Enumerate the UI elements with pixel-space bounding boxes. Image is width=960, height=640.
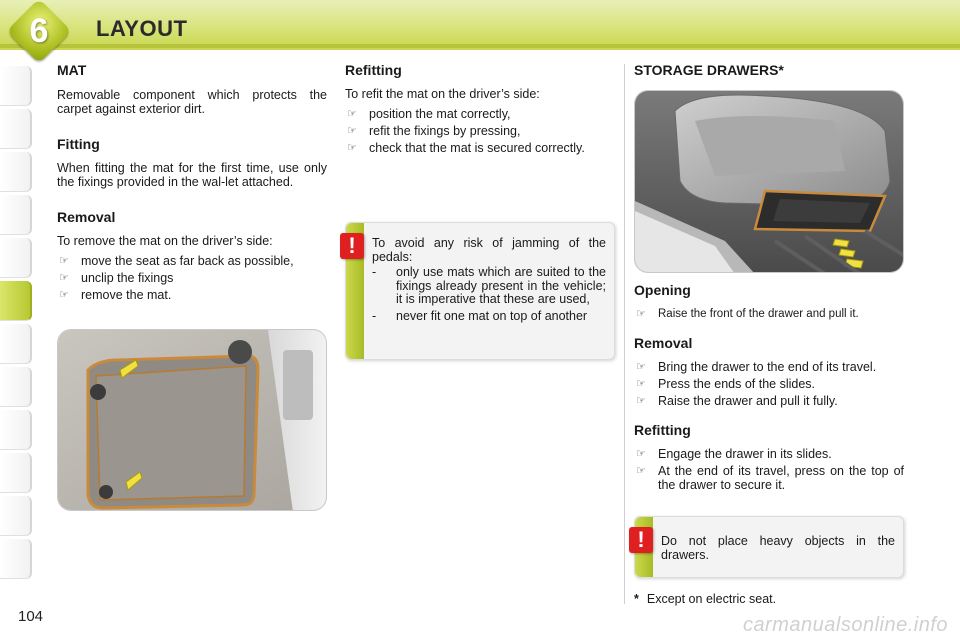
chapter-tab-2[interactable]: [0, 109, 32, 149]
chapter-tab-8[interactable]: [0, 367, 32, 407]
hand-pointer-icon: ☞: [636, 308, 646, 320]
hand-pointer-icon: ☞: [59, 255, 69, 267]
hand-pointer-icon: ☞: [636, 465, 646, 477]
header-stripe: [0, 44, 960, 48]
drawer-removal-steps: [634, 360, 904, 408]
removal-steps: [57, 254, 327, 302]
list-item: ☞ Bring the drawer to the end of its travel.: [636, 360, 877, 374]
chapter-tab-6[interactable]: [0, 281, 32, 321]
drawer-instructions: [634, 282, 904, 512]
opening-steps: [634, 307, 904, 321]
opening-title: Opening: [634, 282, 691, 298]
page-title: LAYOUT: [96, 16, 188, 41]
chapter-tab-5[interactable]: [0, 238, 32, 278]
chapter-tab-3[interactable]: [0, 152, 32, 192]
list-item: ☞ At the end of its travel, press on the top of the drawer to secure it.: [636, 464, 904, 492]
hand-pointer-icon: ☞: [636, 378, 646, 390]
seat-drawer-illustration: [634, 90, 904, 273]
refitting-steps: [345, 107, 615, 155]
chapter-tabs: [0, 66, 34, 582]
chapter-number: 6: [29, 11, 49, 50]
refitting-title: Refitting: [345, 62, 402, 78]
chapter-tab-10[interactable]: [0, 453, 32, 493]
storage-drawers-column: [634, 62, 904, 88]
page-number: 104: [18, 608, 44, 625]
pedal-warning-intro: To avoid any risk of jamming of the pedals:: [372, 236, 606, 264]
list-item: ☞ refit the fixings by pressing,: [347, 124, 521, 138]
footnote: [634, 592, 776, 606]
storage-drawers-title: STORAGE DRAWERS*: [634, 62, 784, 78]
watermark: carmanualsonline.info: [742, 614, 948, 636]
refitting-intro: To refit the mat on the driver’s side:: [345, 87, 540, 101]
removal-intro: To remove the mat on the driver’s side:: [57, 234, 273, 248]
footnote-mark: *: [634, 592, 639, 606]
hand-pointer-icon: ☞: [59, 272, 69, 284]
hand-pointer-icon: ☞: [347, 125, 357, 137]
list-item: ☞ check that the mat is secured correctly.: [347, 141, 585, 155]
hand-pointer-icon: ☞: [636, 395, 646, 407]
column-divider: [624, 64, 625, 604]
drawer-warning-box: [634, 516, 904, 578]
drawer-refitting-steps: [634, 447, 904, 492]
mat-title: MAT: [57, 62, 87, 78]
hand-pointer-icon: ☞: [636, 448, 646, 460]
chapter-tab-4[interactable]: [0, 195, 32, 235]
pedal-warning-box: [345, 222, 615, 360]
list-item: ☞ Raise the front of the drawer and pull it.: [636, 308, 859, 320]
list-item: - only use mats which are suited to the fixings already present in the vehicle; it is imperative that these are used,: [372, 265, 606, 306]
mat-column: [57, 62, 327, 322]
mat-description: Removable component which protects the carpet against exterior dirt.: [57, 88, 327, 116]
fitting-text: When fitting the mat for the first time, use only the fixings provided in the wal-let attached.: [57, 161, 327, 189]
list-item: - never fit one mat on top of another: [372, 308, 588, 323]
chapter-tab-11[interactable]: [0, 496, 32, 536]
chapter-tab-7[interactable]: [0, 324, 32, 364]
chapter-tab-12[interactable]: [0, 539, 32, 579]
hand-pointer-icon: ☞: [347, 142, 357, 154]
removal-title: Removal: [57, 209, 116, 225]
drawer-refitting-title: Refitting: [634, 422, 691, 438]
list-item: ☞ position the mat correctly,: [347, 107, 511, 121]
chapter-tab-9[interactable]: [0, 410, 32, 450]
list-item: ☞ unclip the fixings: [59, 271, 174, 285]
hand-pointer-icon: ☞: [347, 108, 357, 120]
exclamation-icon: !: [629, 527, 653, 553]
exclamation-icon: !: [340, 233, 364, 259]
list-item: ☞ Press the ends of the slides.: [636, 377, 816, 391]
pedal-warning-list: [372, 266, 606, 323]
refitting-column: [345, 62, 615, 175]
mat-illustration: [57, 329, 327, 511]
chapter-tab-1[interactable]: [0, 66, 32, 106]
hand-pointer-icon: ☞: [59, 289, 69, 301]
list-item: ☞ Engage the drawer in its slides.: [636, 447, 832, 461]
list-item: ☞ remove the mat.: [59, 288, 172, 302]
list-item: ☞ Raise the drawer and pull it fully.: [636, 394, 838, 408]
hand-pointer-icon: ☞: [636, 361, 646, 373]
drawer-removal-title: Removal: [634, 335, 693, 351]
footnote-text: Except on electric seat.: [646, 592, 777, 606]
fitting-title: Fitting: [57, 136, 100, 152]
list-item: ☞ move the seat as far back as possible,: [59, 254, 294, 268]
drawer-warning-text: Do not place heavy objects in the drawers.: [661, 534, 895, 562]
